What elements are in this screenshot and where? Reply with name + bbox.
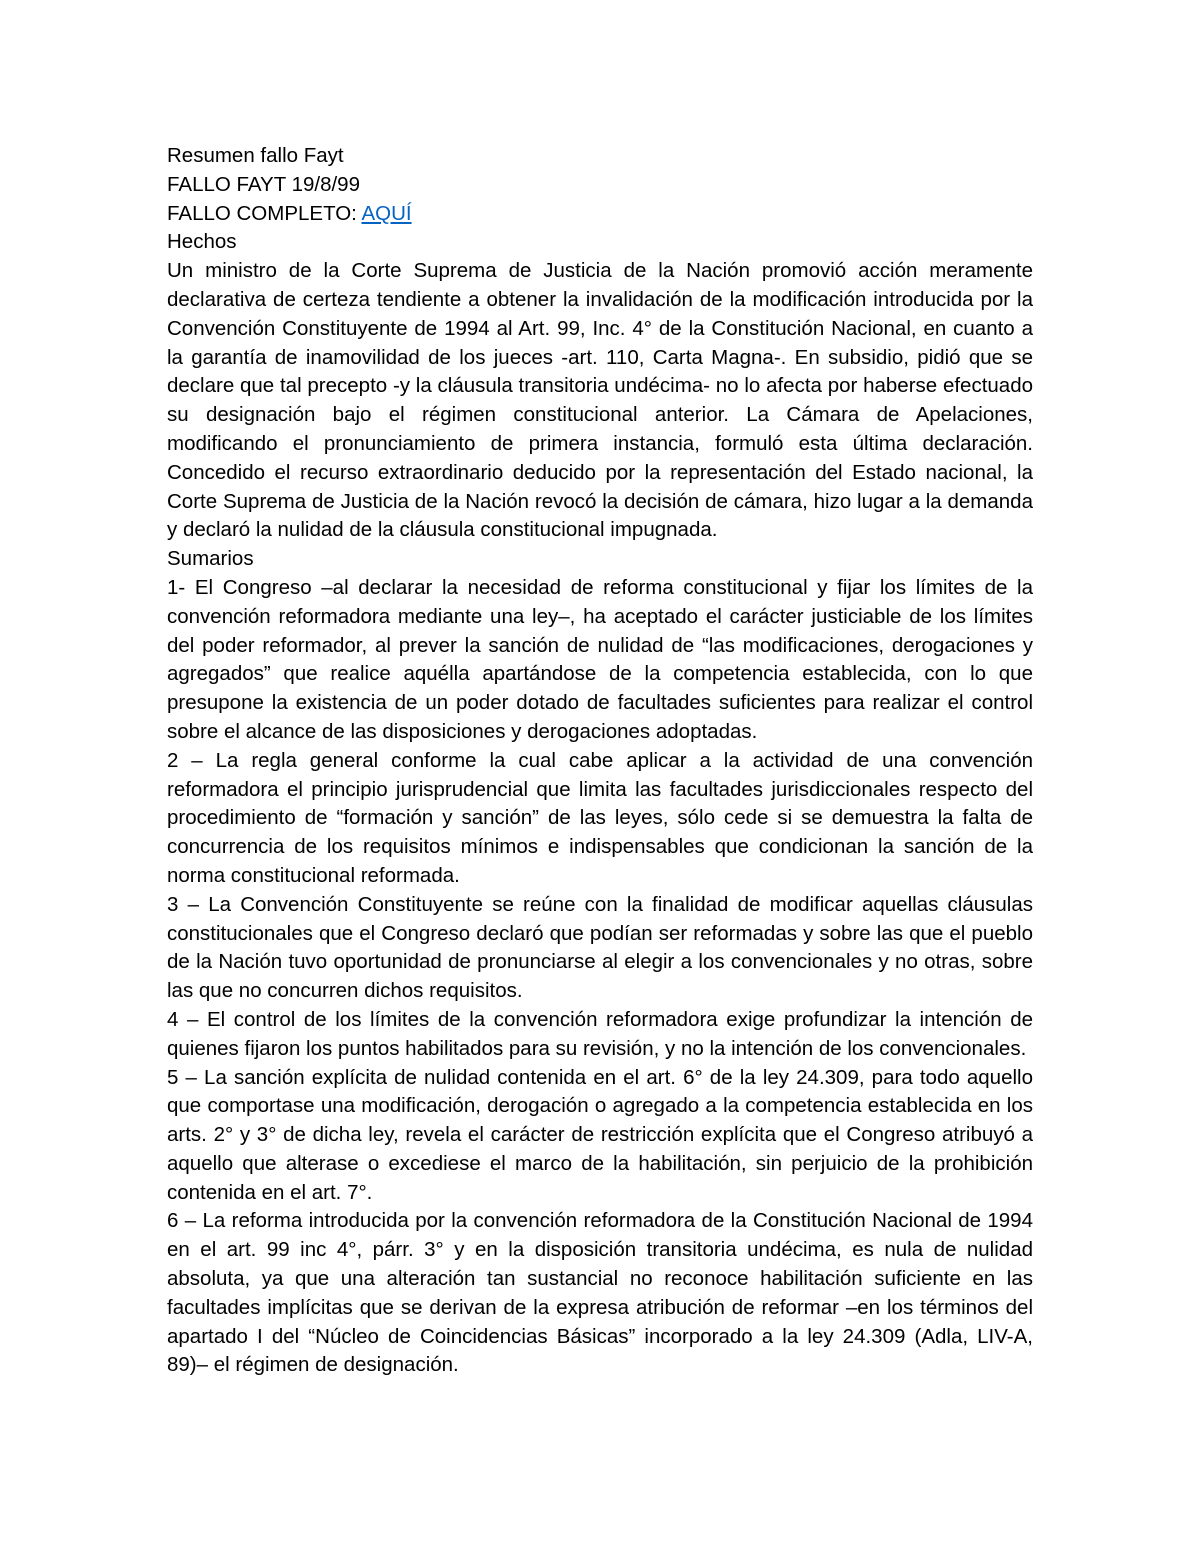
sumarios-heading: Sumarios [167, 547, 254, 571]
sumario-2: 2 – La regla general conforme la cual cabe aplicar a la actividad de una convención reformadora el principio jurisprudencial que limita las facultades jurisdiccionales respecto del procedimiento de “formación y sanción” de las leyes, sólo cede si se demuestra la falta de concurrencia de los requisitos mínimos e indispensables que condicionan la sanción de la norma constitucional reformada. [167, 748, 1033, 887]
full-ruling-line [167, 200, 1033, 229]
sumario-6: 6 – La reforma introducida por la convención reformadora de la Constitución Nacional de 1994 en el art. 99 inc 4°, párr. 3° y en la disposición transitoria undécima, es nula de nulidad absoluta, ya que una alteración tan sustancial no reconoce habilitación suficiente en las facultades implícitas que se derivan de la expresa atribución de reformar –en los términos del apartado I del “Núcleo de Coincidencias Básicas” incorporado a la ley 24.309 (Adla, LIV-A, 89)– el régimen de designación. [167, 1209, 1033, 1377]
document-page [167, 142, 1033, 1380]
sumario-3: 3 – La Convención Constituyente se reúne con la finalidad de modificar aquellas cláusulas constitucionales que el Congreso declaró que podían ser reformadas y sobre las que el pueblo de la Nación tuvo oportunidad de pronunciarse al elegir a los convencionales y no otras, sobre las que no concurren dichos requisitos. [167, 892, 1033, 1003]
full-ruling-link[interactable]: AQUÍ [361, 201, 412, 225]
sumario-1: 1- El Congreso –al declarar la necesidad de reforma constitucional y fijar los límites de la convención reformadora mediante una ley–, ha aceptado el carácter justiciable de los límites del poder reformador, al prever la sanción de nulidad de “las modificaciones, derogaciones y agregados” que realice aquélla apartándose de la competencia establecida, con lo que presupone la existencia de un poder dotado de facultades suficientes para realizar el control sobre el alcance de las disposiciones y derogaciones adoptadas. [167, 575, 1033, 743]
sumario-5: 5 – La sanción explícita de nulidad contenida en el art. 6° de la ley 24.309, para todo aquello que comportase una modificación, derogación o agregado a la competencia establecida en los arts. 2° y 3° de dicha ley, revela el carácter de restricción explícita que el Congreso atribuyó a aquello que alterase o excediese el marco de la habilitación, sin perjuicio de la prohibición contenida en el art. 7°. [167, 1065, 1033, 1204]
document-title: Resumen fallo Fayt [167, 144, 344, 167]
sumario-4: 4 – El control de los límites de la convención reformadora exige profundizar la intención de quienes fijaron los puntos habilitados para su revisión, y no la intención de los convencionales. [167, 1007, 1033, 1060]
hechos-heading: Hechos [167, 230, 237, 254]
document-subtitle: FALLO FAYT 19/8/99 [167, 172, 360, 196]
hechos-paragraph: Un ministro de la Corte Suprema de Justicia de la Nación promovió acción meramente declarativa de certeza tendiente a obtener la invalidación de la modificación introducida por la Convención Constituyente de 1994 al Art. 99, Inc. 4° de la Constitución Nacional, en cuanto a la garantía de inamovilidad de los jueces -art. 110, Carta Magna-. En subsidio, pidió que se declare que tal precepto -y la cláusula transitoria undécima- no lo afecta por haberse efectuado su designación bajo el régimen constitucional anterior. La Cámara de Apelaciones, modificando el pronunciamiento de primera instancia, formuló esta última declaración. Concedido el recurso extraordinario deducido por la representación del Estado nacional, la Corte Suprema de Justicia de la Nación revocó la decisión de cámara, hizo lugar a la demanda y declaró la nulidad de la cláusula constitucional impugnada. [167, 259, 1033, 542]
full-ruling-label: FALLO COMPLETO: [167, 201, 362, 225]
